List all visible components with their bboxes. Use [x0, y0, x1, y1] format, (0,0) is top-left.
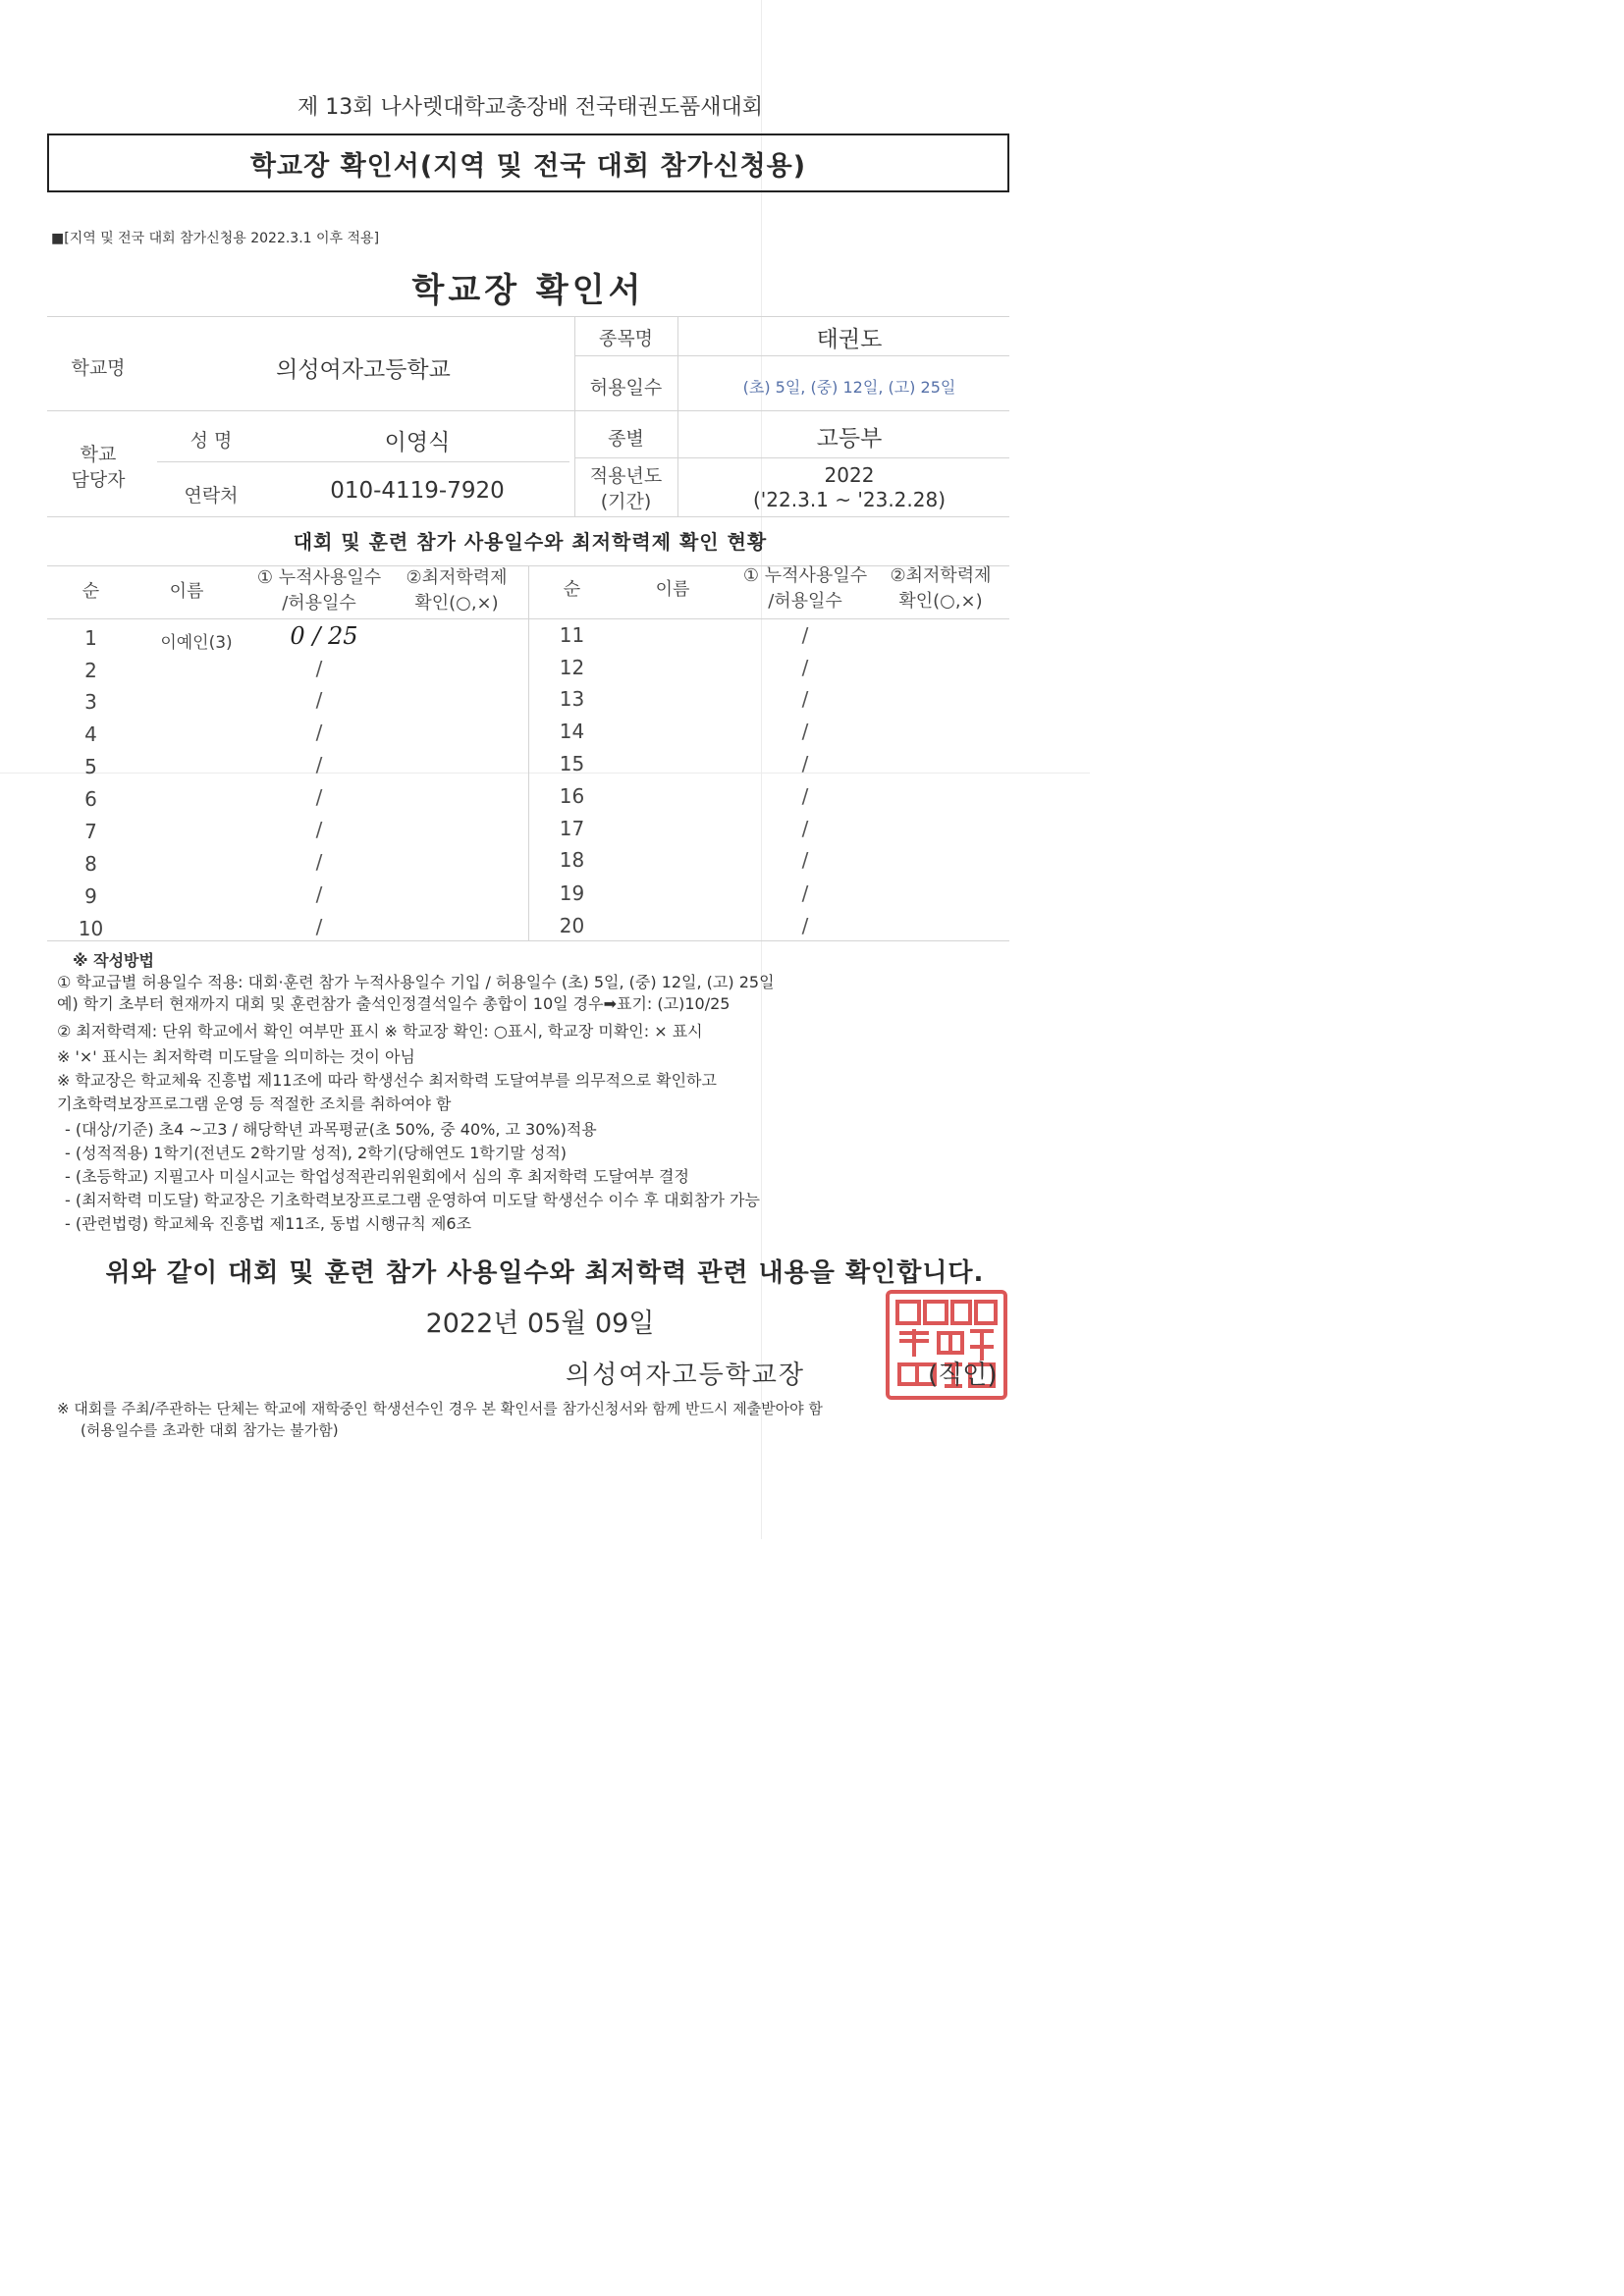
applicability-note: ■[지역 및 전국 대회 참가신청용 2022.3.1 이후 적용] — [51, 231, 380, 246]
header-name-right: 이름 — [655, 579, 690, 600]
footer-line-2: (허용일수를 초과한 대회 참가는 불가함) — [81, 1421, 339, 1439]
row-number: 14 — [559, 720, 585, 743]
period-value: ('22.3.1 ~ '23.2.28) — [752, 488, 947, 511]
instructions-title: ※ 작성방법 — [73, 951, 154, 970]
instruction-line: 예) 학기 초부터 현재까지 대회 및 훈련참가 출석인정결석일수 총합이 10일 경우➡표기: (고)10/25 — [57, 994, 731, 1013]
usage-days: / — [315, 721, 323, 744]
instruction-line: ※ '×' 표시는 최저학력 미도달을 의미하는 것이 아님 — [57, 1047, 415, 1066]
event-title: 제 13회 나사렛대학교총장배 전국태권도품새대회 — [297, 95, 763, 120]
usage-days: / — [315, 915, 323, 938]
header-name-left: 이름 — [169, 581, 204, 602]
row-number: 2 — [84, 659, 97, 682]
info-row-divider — [47, 410, 1009, 411]
usage-days: / — [801, 848, 809, 872]
row-number: 10 — [78, 917, 104, 940]
header-days-right: ① 누적사용일수 /허용일수 — [742, 565, 868, 612]
footer-line-1: ※ 대회를 주최/주관하는 단체는 학교에 재학중인 학생선수인 경우 본 확인서를 참가신청서와 함께 반드시 제출받아야 함 — [57, 1400, 823, 1417]
year-label: 적용년도 (기간) — [589, 465, 663, 512]
manager-name-value: 이영식 — [384, 430, 451, 455]
row-number: 13 — [559, 687, 585, 711]
usage-table-center-divider — [528, 565, 529, 940]
usage-days: / — [315, 850, 323, 874]
manager-label: 학교 담당자 — [71, 444, 126, 491]
usage-days: / — [315, 818, 323, 841]
row-number: 5 — [84, 755, 97, 778]
section-title: 대회 및 훈련 참가 사용일수와 최저학력제 확인 현황 — [293, 530, 768, 554]
instruction-line: - (최저학력 미도달) 학교장은 기초학력보장프로그램 운영하여 미도달 학생선수 이수 후 대회참가 가능 — [65, 1191, 760, 1209]
row-number: 19 — [559, 881, 585, 905]
usage-days: / — [801, 881, 809, 905]
usage-days: / — [315, 657, 323, 680]
usage-days: / — [315, 753, 323, 776]
issue-date: 2022년 05월 09일 — [425, 1308, 655, 1339]
instruction-line: - (대상/기준) 초4 ~고3 / 해당학년 과목평균(초 50%, 중 40%, 고 30%)적용 — [65, 1120, 597, 1139]
row-number: 3 — [84, 690, 97, 714]
instruction-line: - (초등학교) 지필고사 미실시교는 학업성적관리위원회에서 심의 후 최저학력 도달여부 결정 — [65, 1167, 689, 1186]
row-number: 7 — [84, 820, 97, 843]
allowed-days-value: (초) 5일, (중) 12일, (고) 25일 — [742, 378, 956, 397]
footer-note — [57, 1398, 823, 1441]
main-title: 학교장 확인서 — [411, 271, 645, 310]
row-number: 11 — [559, 623, 585, 647]
usage-days: / — [801, 817, 809, 840]
header-no-left: 순 — [81, 581, 100, 602]
row-number: 15 — [559, 752, 585, 775]
school-label: 학교명 — [71, 357, 126, 379]
row-number: 18 — [559, 848, 585, 872]
header-days-left: ① 누적사용일수 /허용일수 — [256, 567, 382, 614]
contact-label: 연락처 — [184, 485, 239, 507]
header-check-right: ②최저학력제 확인(○,×) — [890, 565, 992, 612]
seal-label: (직인) — [928, 1361, 998, 1390]
usage-days: / — [801, 784, 809, 808]
instruction-line: - (성적적용) 1학기(전년도 2학기말 성적), 2학기(당해연도 1학기말 성적) — [65, 1144, 568, 1162]
document-header-box: 학교장 확인서(지역 및 전국 대회 참가신청용) — [47, 133, 1009, 192]
usage-days: 0 / 25 — [290, 622, 358, 650]
usage-table-bottom-border — [47, 940, 1009, 941]
usage-days: / — [801, 914, 809, 937]
usage-days: / — [801, 623, 809, 647]
row-number: 9 — [84, 884, 97, 908]
info-col-divider — [677, 316, 678, 516]
usage-days: / — [801, 720, 809, 743]
row-number: 12 — [559, 656, 585, 679]
name-label: 성 명 — [189, 430, 233, 452]
instruction-line: - (관련법령) 학교체육 진흥법 제11조, 동법 시행규칙 제6조 — [65, 1214, 472, 1233]
row-number: 16 — [559, 784, 585, 808]
usage-days: / — [801, 656, 809, 679]
header-check-left: ②최저학력제 확인(○,×) — [406, 567, 508, 614]
row-number: 1 — [84, 626, 97, 650]
info-top-border — [47, 316, 1009, 317]
row-number: 17 — [559, 817, 585, 840]
usage-days: / — [801, 752, 809, 775]
instruction-line: ※ 학교장은 학교체육 진흥법 제11조에 따라 학생선수 최저학력 도달여부를 의무적으로 확인하고 — [57, 1071, 717, 1090]
usage-days: / — [315, 688, 323, 712]
principal-name: 의성여자고등학교장 — [566, 1361, 806, 1390]
row-number: 20 — [559, 914, 585, 937]
usage-days: / — [801, 687, 809, 711]
info-row-divider — [574, 457, 1009, 458]
instruction-line: ① 학교급별 허용일수 적용: 대회·훈련 참가 누적사용일수 기입 / 허용일수 (초) 5일, (중) 12일, (고) 25일 — [57, 973, 775, 991]
confirmation-statement: 위와 같이 대회 및 훈련 참가 사용일수와 최저학력 관련 내용을 확인합니다. — [105, 1258, 985, 1288]
info-row-divider — [157, 461, 569, 462]
year-value: 2022 — [824, 463, 875, 487]
usage-days: / — [315, 785, 323, 809]
allowed-days-label: 허용일수 — [589, 377, 663, 399]
school-value: 의성여자고등학교 — [276, 357, 451, 383]
instruction-line: 기초학력보장프로그램 운영 등 적절한 조치를 취하여야 함 — [57, 1095, 452, 1113]
event-label: 종목명 — [598, 328, 654, 349]
info-row-divider — [574, 355, 1009, 356]
event-value: 태권도 — [816, 327, 883, 352]
division-value: 고등부 — [816, 426, 883, 452]
info-bottom-border — [47, 516, 1009, 517]
division-label: 종별 — [608, 428, 644, 450]
instruction-line: ② 최저학력제: 단위 학교에서 확인 여부만 표시 ※ 학교장 확인: ○표시, 학교장 미확인: × 표시 — [57, 1022, 703, 1041]
student-name: 이예인(3) — [160, 633, 233, 653]
row-number: 8 — [84, 852, 97, 876]
usage-days: / — [315, 882, 323, 906]
row-number: 4 — [84, 722, 97, 746]
header-no-right: 순 — [563, 579, 581, 600]
contact-value: 010-4119-7920 — [330, 478, 505, 504]
row-number: 6 — [84, 787, 97, 811]
